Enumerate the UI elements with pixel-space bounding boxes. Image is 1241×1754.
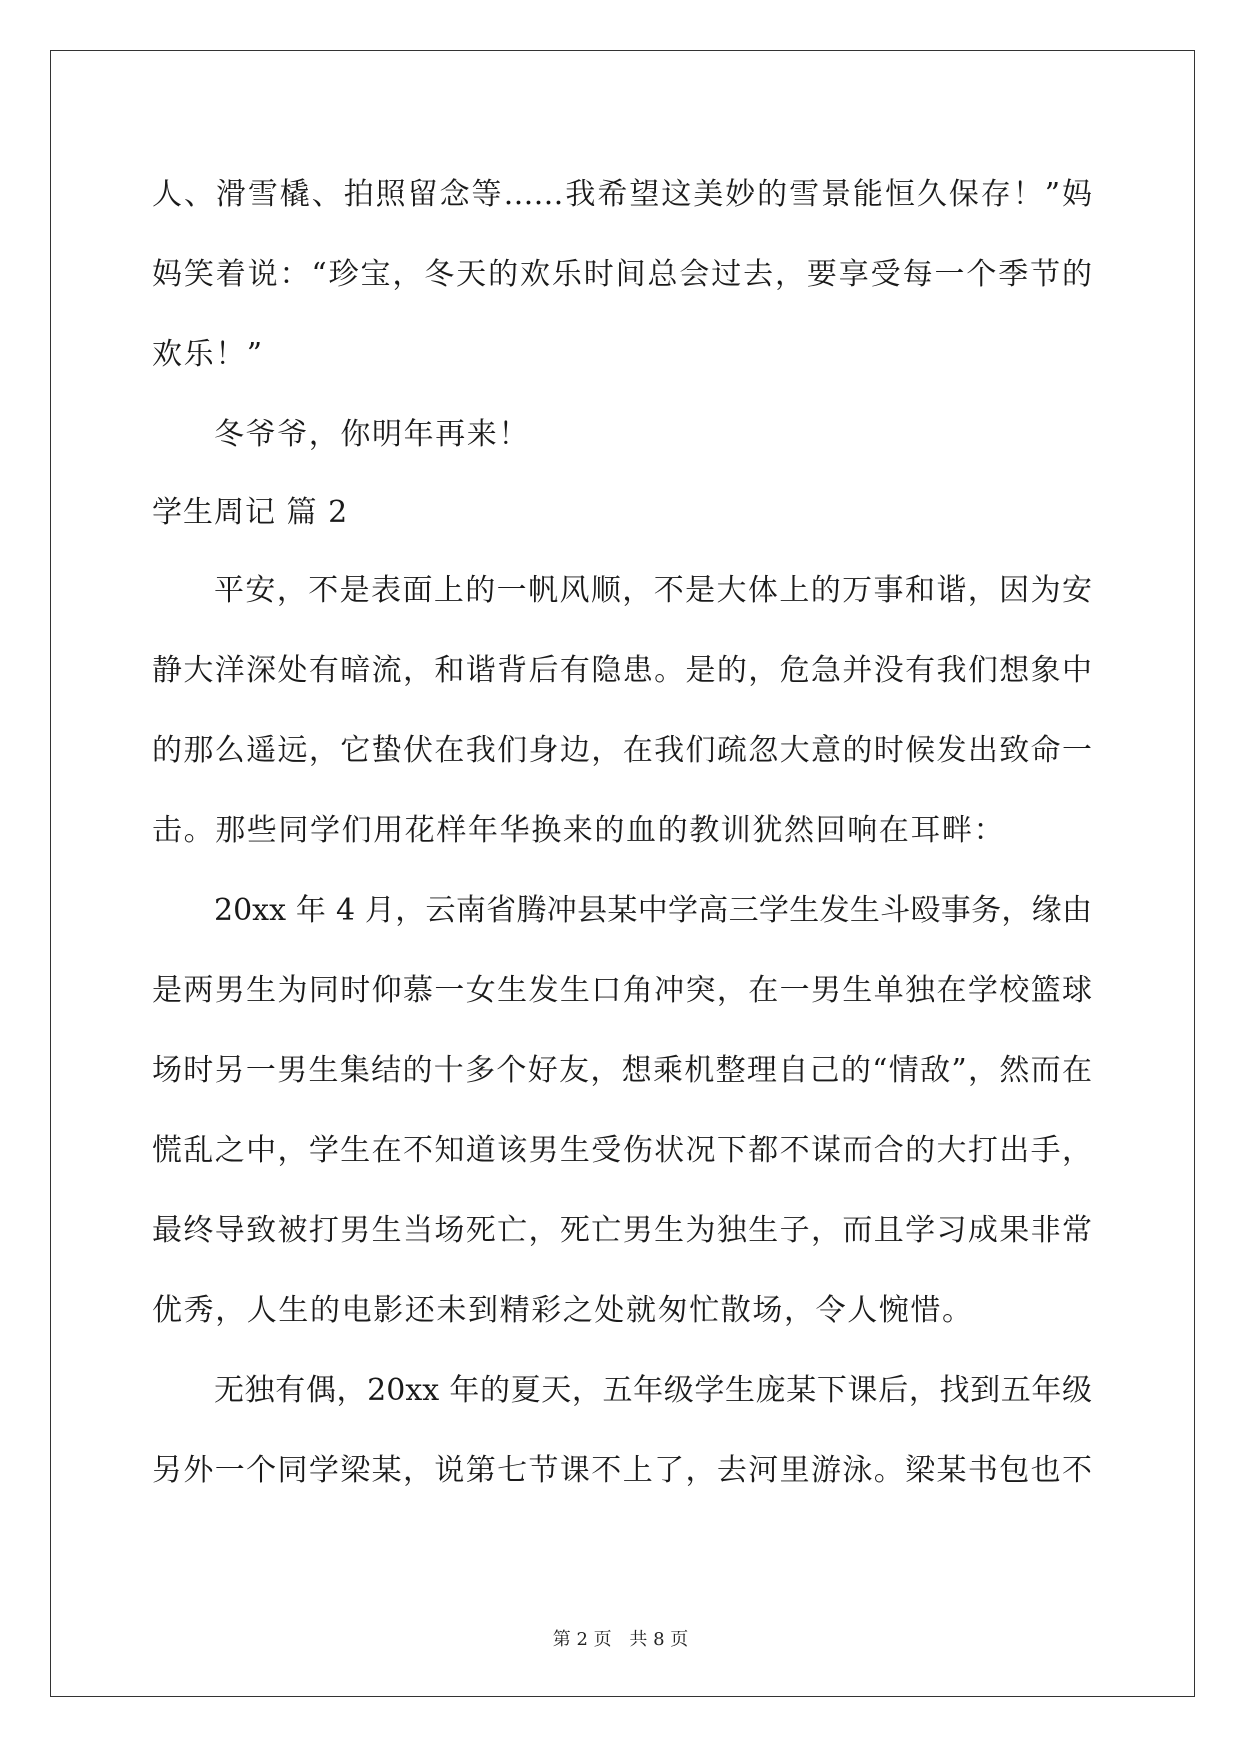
page-number-current: 第 2 页 (552, 1629, 612, 1650)
text-line: 静大洋深处有暗流，和谐背后有隐患。是的，危急并没有我们想象中 (152, 653, 1092, 688)
text-line: 最终导致被打男生当场死亡，死亡男生为独生子，而且学习成果非常 (152, 1213, 1092, 1248)
text-line: 人、滑雪橇、拍照留念等……我希望这美妙的雪景能恒久保存！”妈 (152, 177, 1092, 212)
text-line: 优秀，人生的电影还未到精彩之处就匆忙散场，令人惋惜。 (152, 1293, 974, 1328)
text-line: 另外一个同学梁某，说第七节课不上了，去河里游泳。梁某书包也不 (152, 1453, 1092, 1488)
section-heading: 学生周记 篇 2 (152, 495, 349, 530)
page-footer (0, 1625, 1241, 1651)
text-line: 是两男生为同时仰慕一女生发生口角冲突，在一男生单独在学校篮球 (152, 973, 1092, 1008)
text-line: 无独有偶，20xx 年的夏天，五年级学生庞某下课后，找到五年级 (214, 1373, 1092, 1408)
text-line: 妈笑着说：“珍宝，冬天的欢乐时间总会过去，要享受每一个季节的 (152, 257, 1092, 292)
page-number-total: 共 8 页 (629, 1629, 689, 1650)
text-line: 的那么遥远，它蛰伏在我们身边，在我们疏忽大意的时候发出致命一 (152, 733, 1092, 768)
text-line: 20xx 年 4 月，云南省腾冲县某中学高三学生发生斗殴事务，缘由 (214, 893, 1092, 928)
text-line: 慌乱之中，学生在不知道该男生受伤状况下都不谋而合的大打出手， (152, 1133, 1092, 1168)
text-line: 冬爷爷，你明年再来！ (214, 417, 530, 452)
text-line: 击。那些同学们用花样年华换来的血的教训犹然回响在耳畔： (152, 813, 1006, 848)
text-line: 欢乐！” (152, 337, 264, 372)
text-line: 场时另一男生集结的十多个好友，想乘机整理自己的“情敌”，然而在 (152, 1053, 1092, 1088)
text-line: 平安，不是表面上的一帆风顺，不是大体上的万事和谐，因为安 (214, 573, 1092, 608)
document-body (152, 155, 1092, 1511)
